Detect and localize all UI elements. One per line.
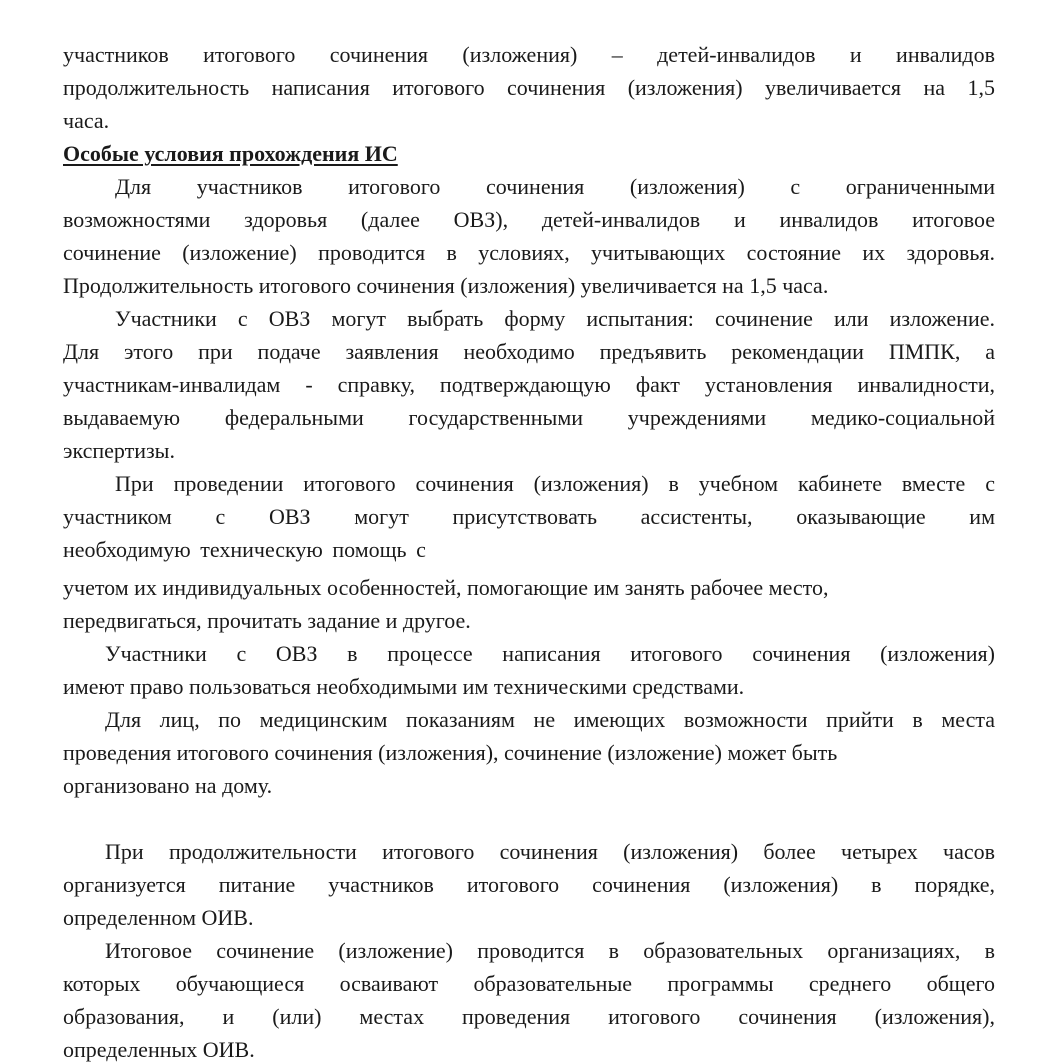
paragraph-line: часа.	[63, 108, 110, 133]
paragraph-line: выдаваемую федеральными государственными учреждениями медико-социальной	[63, 405, 995, 430]
paragraph-line: образования, и (или) местах проведения итогового сочинения (изложения),	[63, 1004, 995, 1029]
paragraph-line: Для лиц, по медицинским показаниям не имеющих возможности прийти в места	[105, 707, 995, 732]
paragraph-line: продолжительность написания итогового сочинения (изложения) увеличивается на 1,5	[63, 75, 995, 100]
paragraph-line: сочинение (изложение) проводится в условиях, учитывающих состояние их здоровья.	[63, 240, 995, 265]
paragraph-line: имеют право пользоваться необходимыми им техническими средствами.	[63, 674, 745, 699]
paragraph-line: определенном ОИВ.	[63, 905, 254, 930]
paragraph-line: Итоговое сочинение (изложение) проводится в образовательных организациях, в	[105, 938, 995, 963]
paragraph-line: участников итогового сочинения (изложения) – детей-инвалидов и инвалидов	[63, 42, 995, 67]
paragraph-line: Участники с ОВЗ могут выбрать форму испытания: сочинение или изложение.	[115, 306, 995, 331]
paragraph-line: экспертизы.	[63, 438, 175, 463]
paragraph-line: учетом их индивидуальных особенностей, помогающие им занять рабочее место,	[63, 575, 829, 600]
paragraph-line: определенных ОИВ.	[63, 1037, 255, 1062]
paragraph-line: возможностями здоровья (далее ОВЗ), детей-инвалидов и инвалидов итоговое	[63, 207, 995, 232]
paragraph-line: Продолжительность итогового сочинения (изложения) увеличивается на 1,5 часа.	[63, 273, 829, 298]
paragraph-line: участникам-инвалидам - справку, подтверждающую факт установления инвалидности,	[63, 372, 995, 397]
paragraph-line: проведения итогового сочинения (изложения), сочинение (изложение) может быть	[63, 740, 838, 765]
paragraph-line: Для этого при подаче заявления необходимо предъявить рекомендации ПМПК, а	[63, 339, 995, 364]
paragraph-line: участником с ОВЗ могут присутствовать ассистенты, оказывающие им	[63, 504, 995, 529]
paragraph-line: которых обучающиеся осваивают образовательные программы среднего общего	[63, 971, 995, 996]
paragraph-line: необходимую техническую помощь с	[63, 537, 426, 562]
paragraph-line: передвигаться, прочитать задание и другое.	[63, 608, 471, 633]
paragraph-line: Участники с ОВЗ в процессе написания итогового сочинения (изложения)	[105, 641, 995, 666]
section-heading: Особые условия прохождения ИС	[63, 141, 398, 166]
paragraph-line: При проведении итогового сочинения (изложения) в учебном кабинете вместе с	[115, 471, 995, 496]
paragraph-line: Для участников итогового сочинения (изложения) с ограниченными	[115, 174, 995, 199]
paragraph-line: организовано на дому.	[63, 773, 273, 798]
paragraph-line: При продолжительности итогового сочинения (изложения) более четырех часов	[105, 839, 995, 864]
paragraph-line: организуется питание участников итогового сочинения (изложения) в порядке,	[63, 872, 995, 897]
